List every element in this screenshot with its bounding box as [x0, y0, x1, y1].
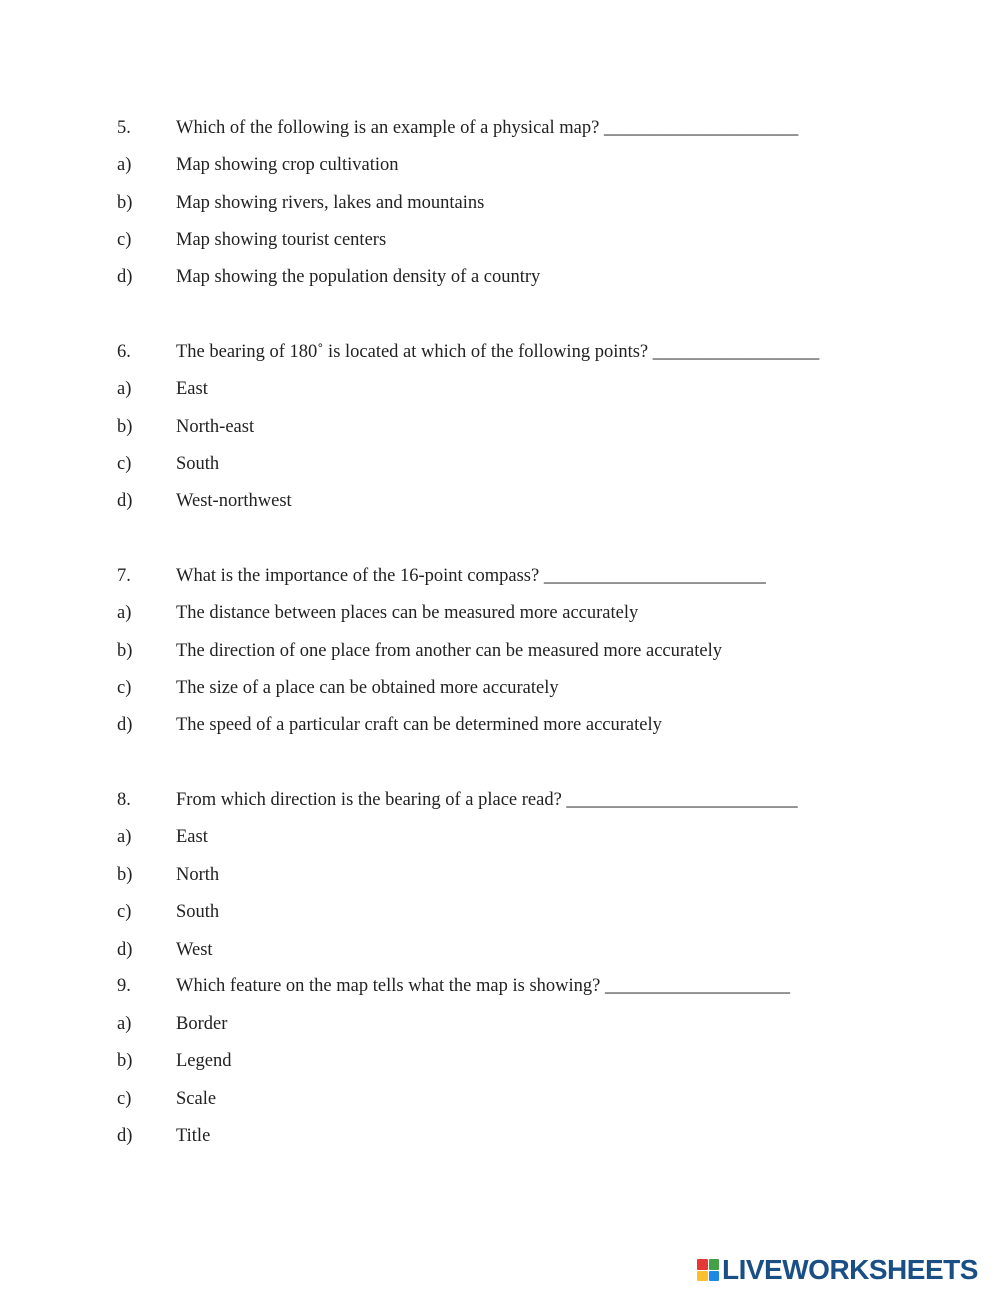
option-letter: c) [117, 454, 132, 474]
option-letter: b) [117, 865, 133, 885]
option-letter: c) [117, 1089, 132, 1109]
option-text: Legend [176, 1051, 232, 1071]
logo-text: LIVEWORKSHEETS [722, 1254, 978, 1285]
option-letter: c) [117, 678, 132, 698]
option-text: North-east [176, 417, 255, 437]
option-letter: c) [117, 902, 132, 922]
question-number: 5. [117, 118, 131, 138]
option-text: Map showing tourist centers [176, 230, 387, 250]
liveworksheets-logo [697, 1255, 978, 1285]
option-letter: a) [117, 603, 132, 623]
option-text: Map showing rivers, lakes and mountains [176, 193, 485, 213]
option-letter: b) [117, 417, 133, 437]
option-letter: b) [117, 641, 133, 661]
question-text: Which of the following is an example of a physical map? _____________________ [176, 118, 799, 138]
option-letter: b) [117, 1051, 133, 1071]
option-text: North [176, 865, 220, 885]
option-text: East [176, 827, 208, 847]
question-text: What is the importance of the 16-point compass? ________________________ [176, 566, 766, 586]
option-letter: b) [117, 193, 133, 213]
option-letter: d) [117, 715, 133, 735]
option-text: South [176, 902, 220, 922]
option-text: Map showing crop cultivation [176, 155, 399, 175]
option-text: The distance between places can be measured more accurately [176, 603, 639, 623]
option-text: The size of a place can be obtained more accurately [176, 678, 559, 698]
option-letter: d) [117, 940, 133, 960]
logo-square-yellow [697, 1271, 708, 1282]
option-text: The speed of a particular craft can be determined more accurately [176, 715, 662, 735]
option-letter: d) [117, 267, 133, 287]
logo-square-red [697, 1259, 708, 1270]
option-text: South [176, 454, 220, 474]
question-text: Which feature on the map tells what the map is showing? ____________________ [176, 976, 790, 996]
liveworksheets-logo-icon [697, 1259, 719, 1281]
option-text: West-northwest [176, 491, 292, 511]
option-letter: a) [117, 1014, 132, 1034]
question-number: 7. [117, 566, 131, 586]
question-number: 6. [117, 342, 131, 362]
logo-square-blue [709, 1271, 720, 1282]
option-letter: a) [117, 827, 132, 847]
option-text: West [176, 940, 213, 960]
option-text: The direction of one place from another can be measured more accurately [176, 641, 722, 661]
logo-square-green [709, 1259, 720, 1270]
option-text: East [176, 379, 208, 399]
option-letter: c) [117, 230, 132, 250]
option-text: Scale [176, 1089, 217, 1109]
option-text: Map showing the population density of a country [176, 267, 541, 287]
question-number: 9. [117, 976, 131, 996]
option-letter: a) [117, 379, 132, 399]
option-letter: d) [117, 1126, 133, 1146]
question-text: The bearing of 180˚ is located at which of the following points? __________________ [176, 342, 820, 362]
option-letter: a) [117, 155, 132, 175]
option-text: Title [176, 1126, 211, 1146]
question-number: 8. [117, 790, 131, 810]
question-text: From which direction is the bearing of a place read? _________________________ [176, 790, 798, 810]
option-letter: d) [117, 491, 133, 511]
option-text: Border [176, 1014, 228, 1034]
